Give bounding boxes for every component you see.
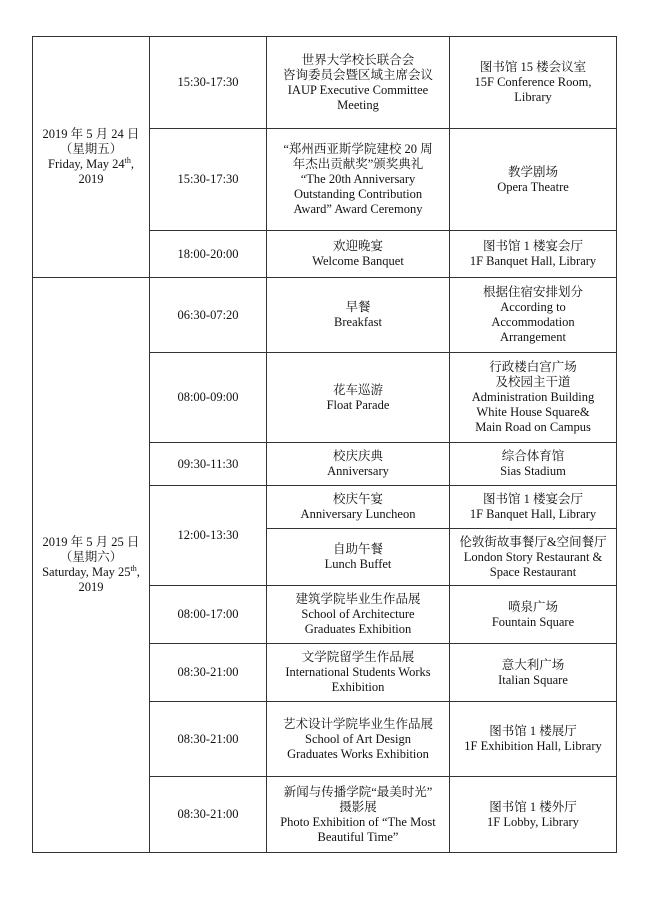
time-cell: 08:00-17:00 bbox=[150, 586, 267, 644]
weekday-cn: （星期五） bbox=[59, 142, 123, 156]
time-cell: 15:30-17:30 bbox=[150, 37, 267, 129]
schedule-table bbox=[32, 36, 617, 853]
event-cell: 欢迎晚宴 Welcome Banquet bbox=[267, 231, 450, 278]
venue-cell: 行政楼白宫广场 及校园主干道 Administration Building White House Square& Main Road on Campus bbox=[450, 353, 617, 443]
event-cell: 新闻与传播学院“最美时光” 摄影展 Photo Exhibition of “The Most Beautiful Time” bbox=[267, 777, 450, 853]
time-cell: 15:30-17:30 bbox=[150, 129, 267, 231]
date-cn: 2019 年 5 月 24 日 bbox=[42, 127, 140, 141]
event-cell: 花车巡游 Float Parade bbox=[267, 353, 450, 443]
event-cell: 自助午餐 Lunch Buffet bbox=[267, 529, 450, 586]
table-row bbox=[33, 278, 617, 353]
time-cell: 09:30-11:30 bbox=[150, 443, 267, 486]
time-cell: 08:30-21:00 bbox=[150, 644, 267, 702]
date-year: 2019 bbox=[78, 172, 104, 186]
date-cell bbox=[33, 37, 150, 278]
date-en: Saturday, May 25th, bbox=[42, 563, 140, 579]
date-en: Friday, May 24th, bbox=[48, 155, 134, 171]
venue-cell: 图书馆 1 楼外厅 1F Lobby, Library bbox=[450, 777, 617, 853]
time-cell: 06:30-07:20 bbox=[150, 278, 267, 353]
venue-cell: 综合体育馆 Sias Stadium bbox=[450, 443, 617, 486]
event-cell: 早餐 Breakfast bbox=[267, 278, 450, 353]
time-cell: 12:00-13:30 bbox=[150, 486, 267, 586]
time-cell: 08:30-21:00 bbox=[150, 702, 267, 777]
venue-cell: 图书馆 1 楼宴会厅 1F Banquet Hall, Library bbox=[450, 231, 617, 278]
venue-cell: 图书馆 1 楼宴会厅 1F Banquet Hall, Library bbox=[450, 486, 617, 529]
venue-cell: 喷泉广场 Fountain Square bbox=[450, 586, 617, 644]
event-cell: 建筑学院毕业生作品展 School of Architecture Graduates Exhibition bbox=[267, 586, 450, 644]
event-cell: 校庆庆典 Anniversary bbox=[267, 443, 450, 486]
event-cell: 艺术设计学院毕业生作品展 School of Art Design Graduates Works Exhibition bbox=[267, 702, 450, 777]
venue-cell: 图书馆 15 楼会议室 15F Conference Room, Library bbox=[450, 37, 617, 129]
date-year: 2019 bbox=[78, 580, 104, 594]
date-cell bbox=[33, 278, 150, 853]
venue-cell: 意大利广场 Italian Square bbox=[450, 644, 617, 702]
time-cell: 08:00-09:00 bbox=[150, 353, 267, 443]
table-row bbox=[33, 37, 617, 129]
time-cell: 08:30-21:00 bbox=[150, 777, 267, 853]
venue-cell: 伦敦街故事餐厅&空间餐厅 London Story Restaurant & Space Restaurant bbox=[450, 529, 617, 586]
event-cell: 世界大学校长联合会 咨询委员会暨区域主席会议 IAUP Executive Committee Meeting bbox=[267, 37, 450, 129]
venue-cell: 根据住宿安排划分 According to Accommodation Arrangement bbox=[450, 278, 617, 353]
event-cell: 文学院留学生作品展 International Students Works Exhibition bbox=[267, 644, 450, 702]
time-cell: 18:00-20:00 bbox=[150, 231, 267, 278]
venue-cell: 图书馆 1 楼展厅 1F Exhibition Hall, Library bbox=[450, 702, 617, 777]
venue-cell: 教学剧场 Opera Theatre bbox=[450, 129, 617, 231]
date-cn: 2019 年 5 月 25 日 bbox=[42, 535, 140, 549]
event-cell: 校庆午宴 Anniversary Luncheon bbox=[267, 486, 450, 529]
event-cell: “郑州西亚斯学院建校 20 周 年杰出贡献奖”颁奖典礼 “The 20th Anniversary Outstanding Contribution Award” Award Ceremony bbox=[267, 129, 450, 231]
weekday-cn: （星期六） bbox=[59, 550, 123, 564]
